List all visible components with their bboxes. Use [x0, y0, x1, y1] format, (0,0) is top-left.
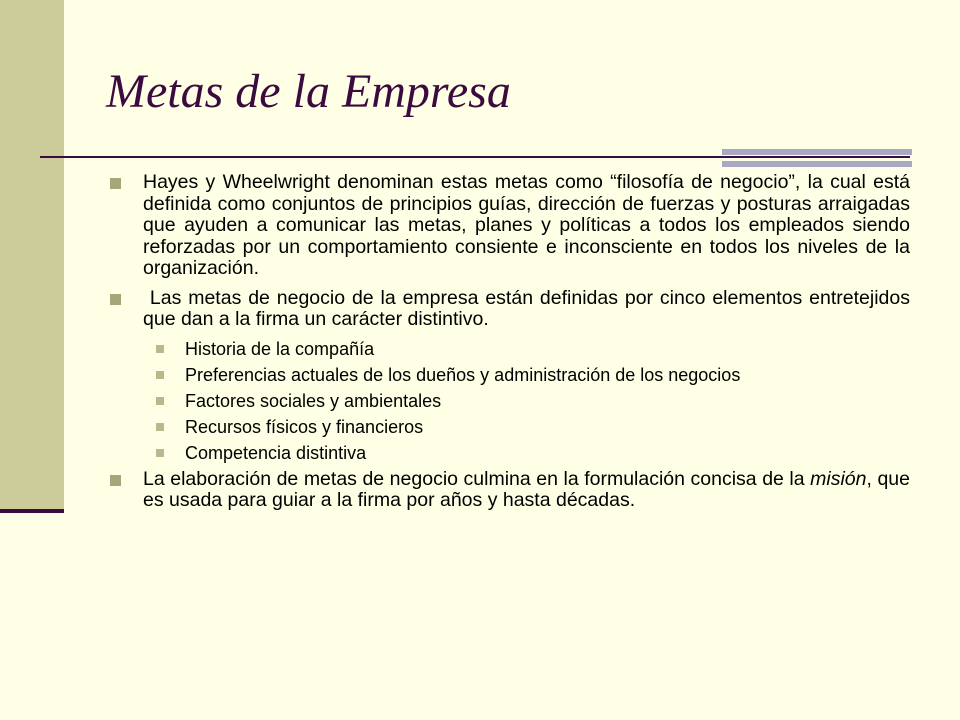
mision-emphasis: misión [810, 467, 867, 490]
sub-bullet-point: Recursos físicos y financieros [156, 417, 910, 438]
bullet-point: Hayes y Wheelwright denominan estas metas como “filosofía de negocio”, la cual está definida como conjuntos de principios guías, dirección de fuerzas y posturas arraigadas que ayuden a comunicar las metas, planes y políticas a todos los empleados siendo reforzadas por un comportamiento consiente e inconsciente en todos los niveles de la organización. [110, 172, 910, 280]
bullet-text-part1: La elaboración de metas de negocio culmina en la formulación concisa de la [143, 467, 811, 490]
slide-title: Metas de la Empresa [106, 65, 511, 118]
sub-bullet-point: Competencia distintiva [156, 443, 910, 464]
divider-accent-bar-top [722, 149, 912, 155]
bullet-point: Las metas de negocio de la empresa están definidas por cinco elementos entretejidos que dan a la firma un carácter distintivo. [110, 288, 910, 331]
slide-content [110, 171, 916, 520]
title-divider-line [40, 156, 910, 158]
sub-bullet-list [110, 339, 910, 464]
sub-bullet-point: Historia de la compañía [156, 339, 910, 360]
left-decorative-band [0, 0, 64, 510]
sub-bullet-point: Factores sociales y ambientales [156, 391, 910, 412]
left-band-accent-line [0, 509, 64, 513]
bullet-point-mision [110, 469, 910, 512]
divider-accent-bar-bottom [722, 161, 912, 167]
bullet-text-part2: , que es usada para guiar a la firma por años y hasta décadas. [143, 467, 910, 511]
sub-bullet-point: Preferencias actuales de los dueños y administración de los negocios [156, 365, 910, 386]
